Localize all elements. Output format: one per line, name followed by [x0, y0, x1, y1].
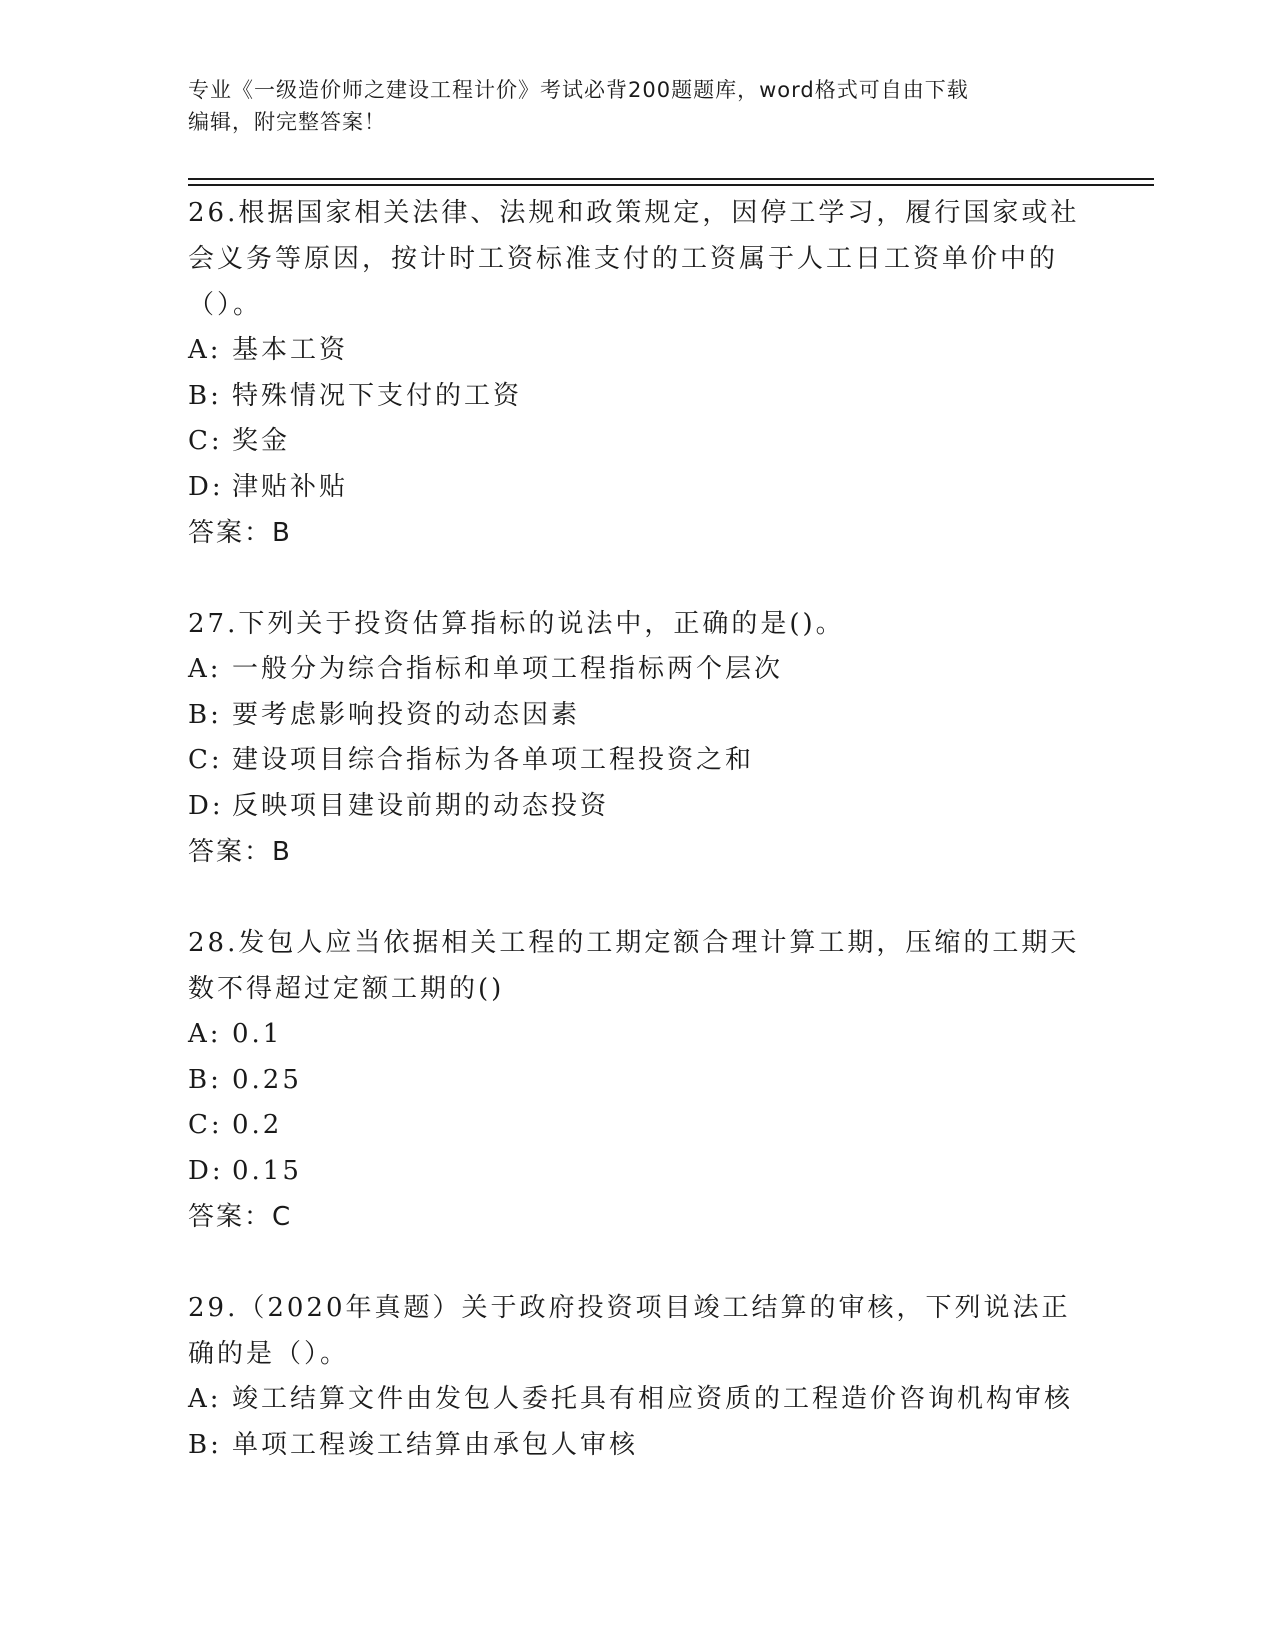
- option-key: B:: [188, 380, 222, 411]
- header-divider-top: [188, 178, 1154, 180]
- option-key: B:: [188, 1429, 222, 1460]
- question-27: [188, 599, 1088, 875]
- option-a: [188, 1377, 1088, 1423]
- option-text: 建设项目综合指标为各单项工程投资之和: [232, 745, 755, 775]
- answer-label: 答案：B: [188, 518, 292, 548]
- answer-label: 答案：C: [188, 1202, 293, 1232]
- option-key: C:: [188, 745, 223, 775]
- option-text: 基本工资: [232, 335, 349, 365]
- option-key: A:: [188, 1384, 222, 1414]
- option-text: 奖金: [232, 426, 291, 456]
- option-key: D:: [188, 471, 224, 502]
- answer-label: 答案：B: [188, 837, 292, 867]
- question-26: [188, 188, 1088, 556]
- option-text: 要考虑影响投资的动态因素: [232, 699, 581, 730]
- option-text: 津贴补贴: [232, 471, 349, 502]
- option-text: 竣工结算文件由发包人委托具有相应资质的工程造价咨询机构审核: [232, 1384, 1074, 1414]
- option-c: [188, 419, 1088, 465]
- document-header: [188, 74, 1088, 138]
- header-line-2: 编辑，附完整答案！: [188, 110, 386, 134]
- option-key: D:: [188, 1155, 224, 1186]
- header-line-1: 专业《一级造价师之建设工程计价》考试必背200题题库，word格式可自由下载: [188, 78, 969, 102]
- question-28: [188, 918, 1088, 1240]
- option-b: [188, 1423, 1088, 1469]
- option-text: 特殊情况下支付的工资: [232, 380, 523, 411]
- option-d: [188, 465, 1088, 511]
- option-key: A:: [188, 654, 222, 684]
- question-stem: 28.发包人应当依据相关工程的工期定额合理计算工期，压缩的工期天数不得超过定额工期的(): [188, 928, 1080, 1004]
- option-text: 0.15: [232, 1155, 302, 1186]
- option-b: [188, 1058, 1088, 1104]
- option-key: A:: [188, 335, 222, 365]
- option-a: [188, 328, 1088, 374]
- option-key: C:: [188, 1110, 223, 1140]
- option-a: [188, 1012, 1088, 1058]
- option-key: C:: [188, 426, 223, 456]
- question-stem: 26.根据国家相关法律、法规和政策规定，因停工学习，履行国家或社会义务等原因，按计时工资标准支付的工资属于人工日工资单价中的（）。: [188, 198, 1080, 320]
- option-b: [188, 693, 1088, 739]
- option-b: [188, 374, 1088, 420]
- option-text: 0.2: [232, 1110, 283, 1140]
- option-text: 一般分为综合指标和单项工程指标两个层次: [232, 654, 784, 684]
- option-d: [188, 1149, 1088, 1195]
- question-list: [188, 188, 1088, 1511]
- option-text: 单项工程竣工结算由承包人审核: [232, 1429, 639, 1460]
- option-key: B:: [188, 699, 222, 730]
- option-text: 反映项目建设前期的动态投资: [232, 790, 610, 821]
- option-a: [188, 647, 1088, 693]
- question-stem: 29.（2020年真题）关于政府投资项目竣工结算的审核，下列说法正确的是（）。: [188, 1293, 1071, 1369]
- option-key: D:: [188, 790, 224, 821]
- option-text: 0.25: [232, 1064, 302, 1095]
- option-key: B:: [188, 1064, 222, 1095]
- option-text: 0.1: [232, 1019, 283, 1049]
- option-c: [188, 738, 1088, 784]
- option-d: [188, 784, 1088, 830]
- option-key: A:: [188, 1019, 222, 1049]
- header-divider-bottom: [188, 184, 1154, 186]
- question-stem: 27.下列关于投资估算指标的说法中，正确的是()。: [188, 609, 845, 639]
- option-c: [188, 1103, 1088, 1149]
- question-29: [188, 1283, 1088, 1468]
